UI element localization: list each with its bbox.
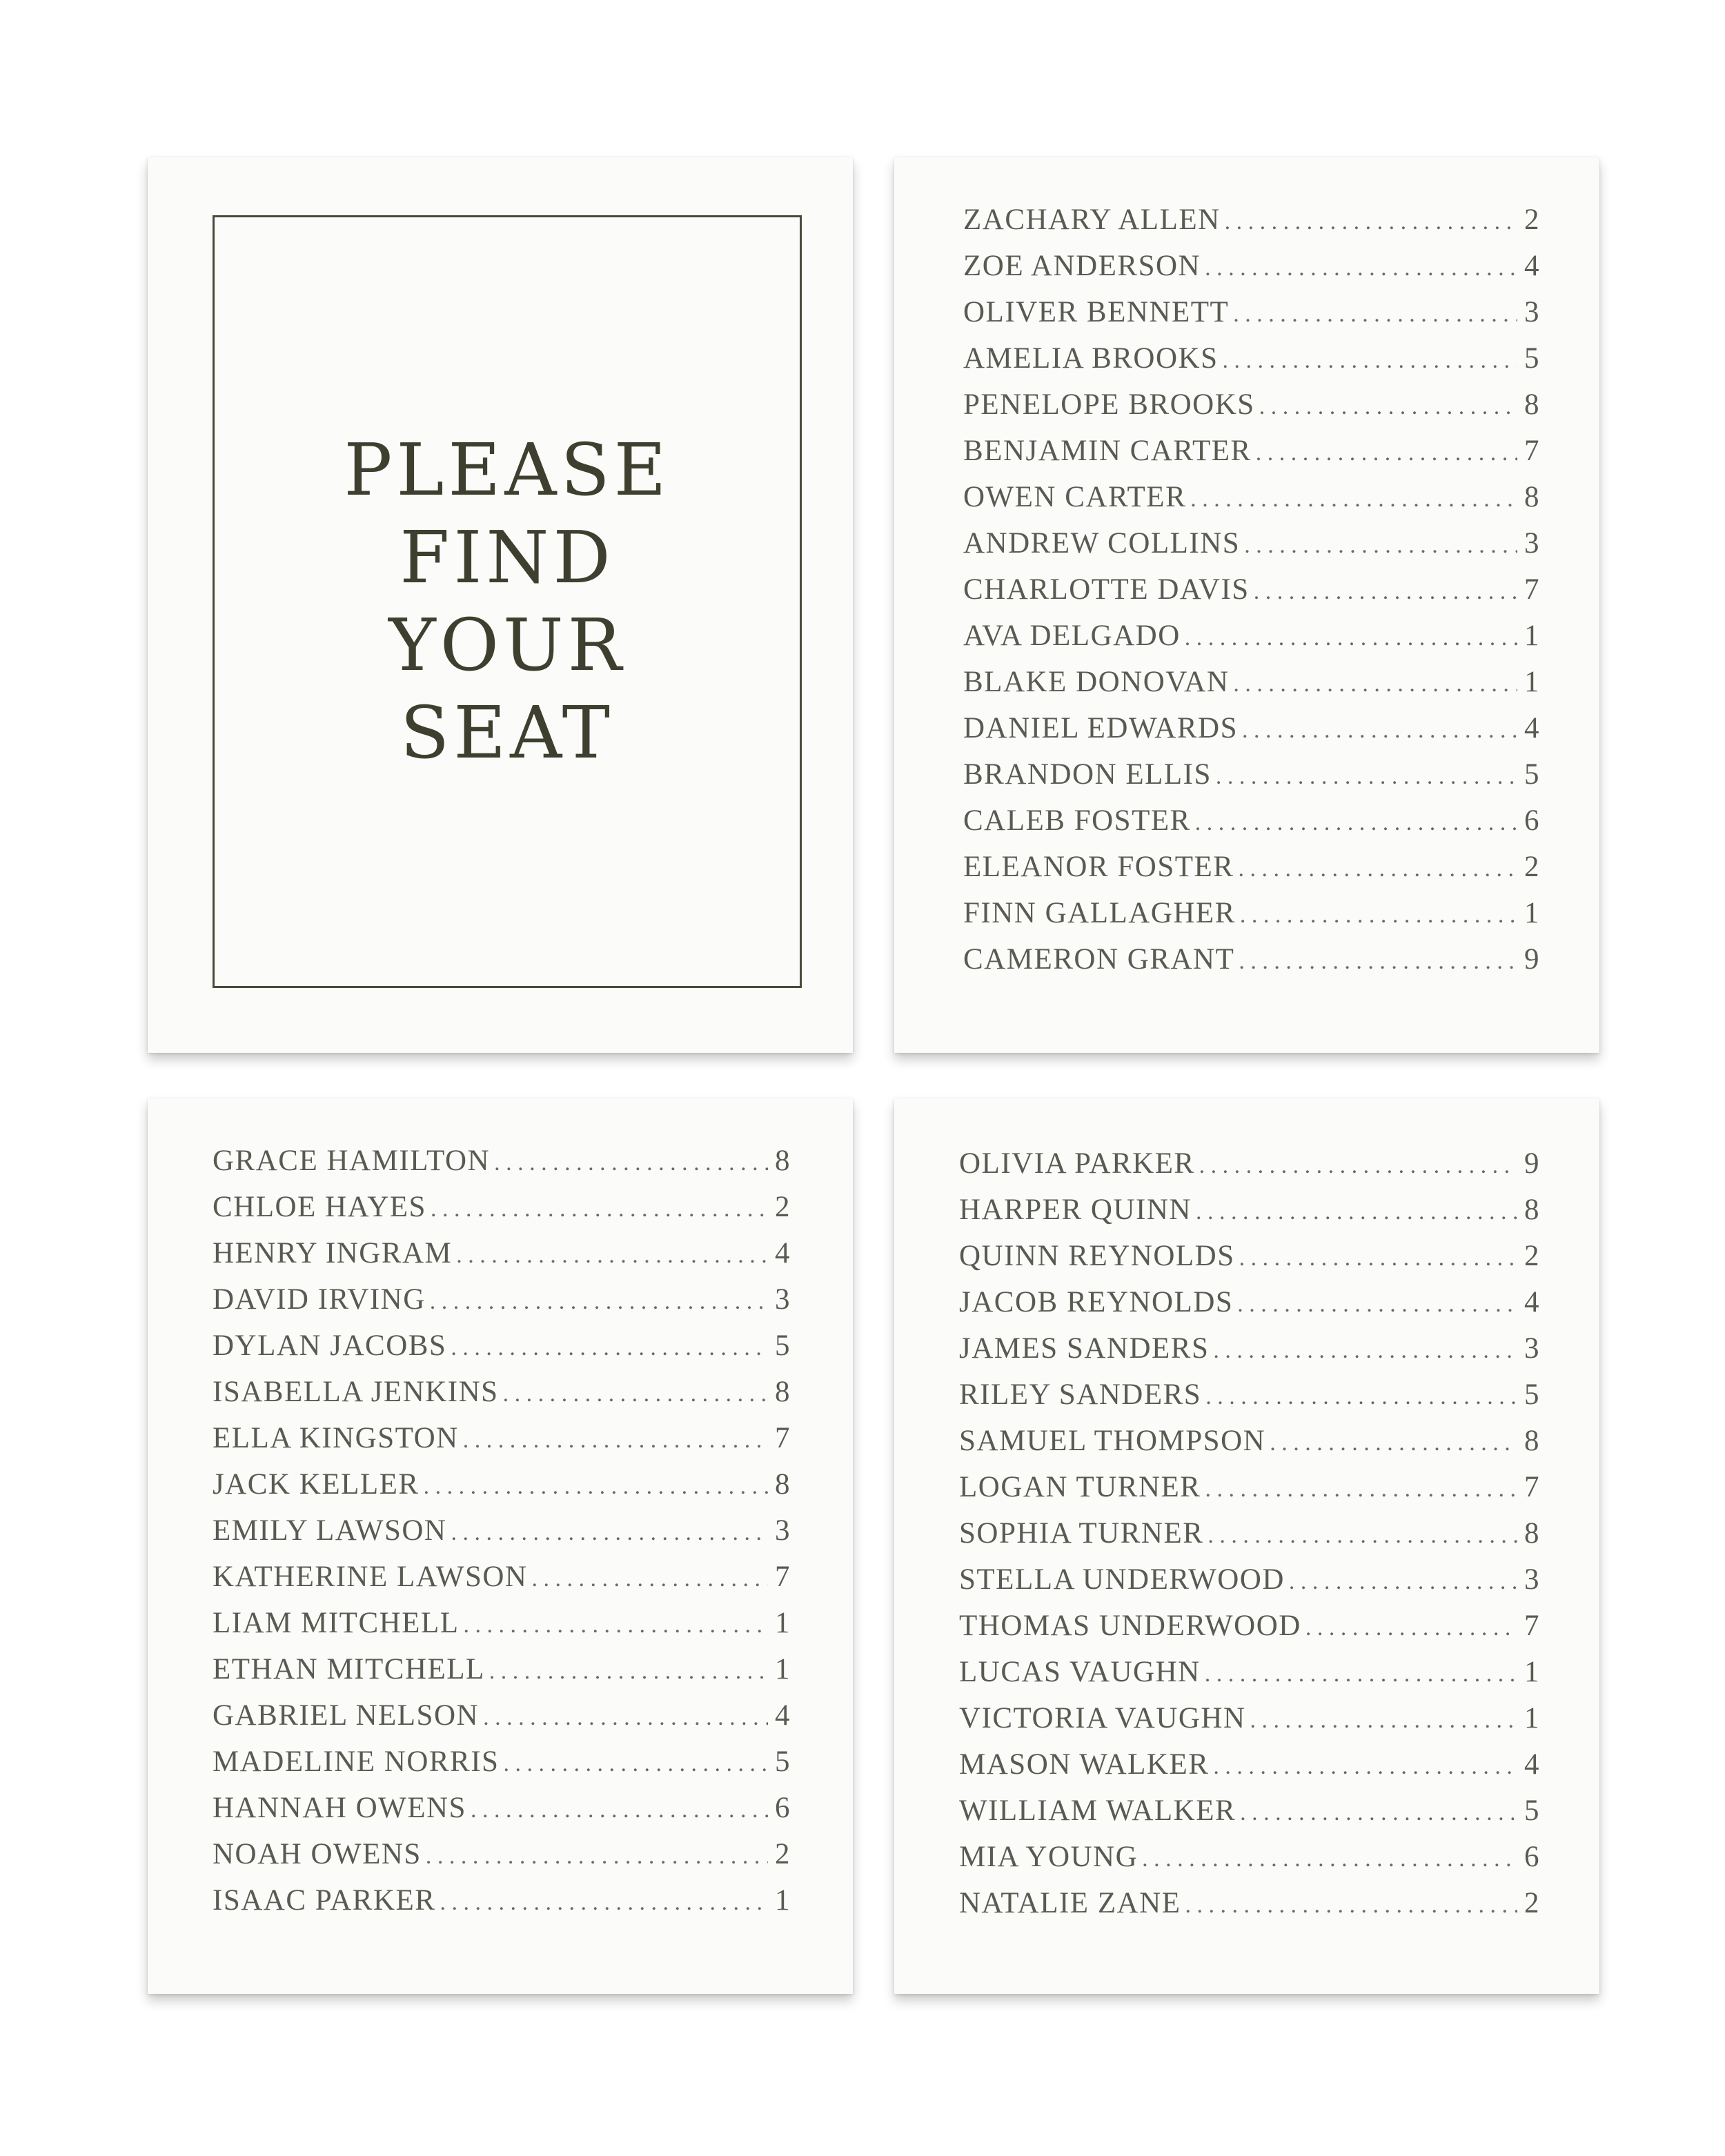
seating-entry bbox=[959, 1701, 1540, 1743]
table-number: 5 bbox=[1524, 758, 1540, 791]
dot-leader bbox=[531, 1566, 768, 1592]
dot-leader bbox=[1289, 1569, 1517, 1595]
dot-leader bbox=[1185, 625, 1517, 651]
table-number: 4 bbox=[1524, 1286, 1540, 1318]
dot-leader bbox=[430, 1289, 768, 1315]
guest-name: ZACHARY ALLEN bbox=[963, 204, 1221, 236]
guest-name: LIAM MITCHELL bbox=[213, 1607, 460, 1639]
dot-leader bbox=[1254, 579, 1517, 605]
table-number: 1 bbox=[1524, 666, 1540, 698]
table-number: 1 bbox=[1524, 897, 1540, 929]
table-number: 7 bbox=[1524, 435, 1540, 467]
dot-leader bbox=[494, 1150, 768, 1176]
dot-leader bbox=[503, 1381, 768, 1407]
dot-leader bbox=[1233, 671, 1517, 698]
dot-leader bbox=[483, 1705, 768, 1731]
table-number: 8 bbox=[1524, 1425, 1540, 1457]
table-number: 7 bbox=[775, 1561, 791, 1593]
seating-card-2 bbox=[148, 1098, 853, 1994]
seating-entry bbox=[963, 619, 1540, 660]
guest-name: ELLA KINGSTON bbox=[213, 1422, 459, 1454]
seating-entry bbox=[963, 480, 1540, 522]
dot-leader bbox=[1205, 1661, 1517, 1688]
seating-entry bbox=[213, 1652, 791, 1694]
guest-name: JACOB REYNOLDS bbox=[959, 1286, 1234, 1318]
dot-leader bbox=[1244, 533, 1517, 559]
title-line-seat: SEAT bbox=[400, 691, 614, 775]
table-number: 8 bbox=[1524, 388, 1540, 421]
table-number: 5 bbox=[1524, 1378, 1540, 1411]
dot-leader bbox=[1250, 1708, 1517, 1734]
seating-entry bbox=[213, 1791, 791, 1832]
guest-name: DAVID IRVING bbox=[213, 1283, 426, 1316]
dot-leader bbox=[1239, 1245, 1517, 1272]
dot-leader bbox=[1242, 718, 1517, 744]
table-number: 1 bbox=[775, 1607, 791, 1639]
seating-entry bbox=[963, 295, 1540, 337]
dot-leader bbox=[1205, 255, 1517, 281]
dot-leader bbox=[1233, 301, 1517, 328]
dot-leader bbox=[426, 1843, 768, 1870]
table-number: 4 bbox=[775, 1699, 791, 1732]
seating-entry bbox=[959, 1748, 1540, 1789]
guest-name: ISAAC PARKER bbox=[213, 1884, 436, 1917]
seating-entry bbox=[959, 1239, 1540, 1280]
dot-leader bbox=[463, 1427, 768, 1454]
table-number: 6 bbox=[775, 1792, 791, 1824]
table-number: 9 bbox=[1524, 1147, 1540, 1180]
guest-name: LOGAN TURNER bbox=[959, 1471, 1201, 1503]
guest-name: AVA DELGADO bbox=[963, 620, 1181, 652]
seating-entry bbox=[213, 1837, 791, 1879]
seating-entry bbox=[963, 573, 1540, 614]
guest-name: HARPER QUINN bbox=[959, 1194, 1192, 1226]
seating-entry bbox=[963, 711, 1540, 753]
dot-leader bbox=[1185, 1892, 1517, 1919]
guest-name: CHLOE HAYES bbox=[213, 1191, 426, 1223]
seating-entry bbox=[963, 942, 1540, 984]
dot-leader bbox=[1256, 440, 1517, 466]
title-frame bbox=[213, 215, 802, 988]
seating-entry bbox=[213, 1329, 791, 1370]
title-line-your: YOUR bbox=[388, 603, 626, 687]
seating-entry bbox=[963, 526, 1540, 568]
guest-name: SAMUEL THOMPSON bbox=[959, 1425, 1266, 1457]
seating-entry bbox=[963, 665, 1540, 706]
guest-name: LUCAS VAUGHN bbox=[959, 1656, 1201, 1688]
seating-entry bbox=[213, 1236, 791, 1278]
dot-leader bbox=[1190, 486, 1517, 513]
guest-name: THOMAS UNDERWOOD bbox=[959, 1610, 1301, 1642]
dot-leader bbox=[1213, 1338, 1517, 1364]
dot-leader bbox=[451, 1520, 768, 1546]
table-number: 7 bbox=[1524, 1610, 1540, 1642]
guest-name: NATALIE ZANE bbox=[959, 1887, 1181, 1919]
seating-entry bbox=[213, 1514, 791, 1555]
table-number: 3 bbox=[1524, 1332, 1540, 1365]
dot-leader bbox=[1195, 810, 1517, 836]
table-number: 8 bbox=[1524, 1194, 1540, 1226]
guest-name: QUINN REYNOLDS bbox=[959, 1240, 1235, 1272]
dot-leader bbox=[1225, 209, 1517, 235]
table-number: 3 bbox=[775, 1283, 791, 1316]
guest-name: MADELINE NORRIS bbox=[213, 1745, 500, 1778]
table-number: 2 bbox=[775, 1191, 791, 1223]
table-number: 2 bbox=[1524, 1240, 1540, 1272]
guest-name: ZOE ANDERSON bbox=[963, 250, 1201, 282]
seating-entry bbox=[959, 1193, 1540, 1234]
seating-entry bbox=[963, 758, 1540, 799]
seating-entry bbox=[213, 1421, 791, 1463]
table-number: 1 bbox=[775, 1884, 791, 1917]
guest-name: OLIVER BENNETT bbox=[963, 296, 1230, 328]
table-number: 1 bbox=[1524, 1702, 1540, 1734]
guest-name: HANNAH OWENS bbox=[213, 1792, 466, 1824]
seating-entry bbox=[959, 1886, 1540, 1928]
dot-leader bbox=[463, 1612, 768, 1639]
seating-entry bbox=[959, 1378, 1540, 1419]
dot-leader bbox=[1208, 1523, 1517, 1549]
table-number: 2 bbox=[1524, 204, 1540, 236]
table-number: 5 bbox=[1524, 1794, 1540, 1827]
guest-name: DANIEL EDWARDS bbox=[963, 712, 1239, 744]
dot-leader bbox=[1142, 1846, 1517, 1872]
table-number: 1 bbox=[775, 1653, 791, 1685]
table-number: 5 bbox=[775, 1329, 791, 1362]
seating-entry bbox=[963, 434, 1540, 475]
table-number: 2 bbox=[775, 1838, 791, 1870]
seating-entry bbox=[959, 1516, 1540, 1558]
seating-entry bbox=[959, 1563, 1540, 1604]
seating-entry bbox=[213, 1745, 791, 1786]
table-number: 1 bbox=[1524, 620, 1540, 652]
seating-entry bbox=[959, 1285, 1540, 1327]
table-number: 4 bbox=[1524, 712, 1540, 744]
guest-name: KATHERINE LAWSON bbox=[213, 1561, 528, 1593]
table-number: 8 bbox=[775, 1145, 791, 1177]
seating-entry bbox=[959, 1609, 1540, 1650]
seating-entry bbox=[963, 249, 1540, 290]
guest-name: BENJAMIN CARTER bbox=[963, 435, 1252, 467]
table-number: 8 bbox=[775, 1468, 791, 1501]
table-number: 2 bbox=[1524, 1887, 1540, 1919]
table-number: 3 bbox=[1524, 296, 1540, 328]
seating-entry bbox=[959, 1470, 1540, 1512]
seating-entry bbox=[963, 850, 1540, 891]
guest-name: NOAH OWENS bbox=[213, 1838, 422, 1870]
guest-name: GABRIEL NELSON bbox=[213, 1699, 480, 1732]
dot-leader bbox=[451, 1335, 768, 1361]
guest-name: FINN GALLAGHER bbox=[963, 897, 1236, 929]
dot-leader bbox=[1259, 394, 1517, 420]
dot-leader bbox=[424, 1474, 768, 1500]
guest-name: MIA YOUNG bbox=[959, 1841, 1138, 1873]
guest-name: CHARLOTTE DAVIS bbox=[963, 573, 1250, 606]
dot-leader bbox=[456, 1243, 768, 1269]
dot-leader bbox=[1239, 949, 1517, 975]
seating-entry bbox=[213, 1190, 791, 1232]
seating-entry bbox=[213, 1467, 791, 1509]
seating-entry bbox=[959, 1794, 1540, 1835]
guest-name: RILEY SANDERS bbox=[959, 1378, 1202, 1411]
table-number: 8 bbox=[775, 1376, 791, 1408]
table-number: 8 bbox=[1524, 1517, 1540, 1550]
seating-card-3 bbox=[894, 1098, 1599, 1994]
dot-leader bbox=[1240, 1800, 1517, 1826]
seating-entry bbox=[963, 896, 1540, 938]
guest-name: CALEB FOSTER bbox=[963, 804, 1191, 837]
table-number: 4 bbox=[1524, 1748, 1540, 1781]
guest-name: DYLAN JACOBS bbox=[213, 1329, 447, 1362]
table-number: 2 bbox=[1524, 851, 1540, 883]
dot-leader bbox=[1199, 1153, 1517, 1179]
guest-name: JACK KELLER bbox=[213, 1468, 420, 1501]
guest-name: ELEANOR FOSTER bbox=[963, 851, 1234, 883]
seating-entry bbox=[959, 1424, 1540, 1465]
seating-entry bbox=[213, 1560, 791, 1601]
guest-name: PENELOPE BROOKS bbox=[963, 388, 1255, 421]
dot-leader bbox=[1223, 348, 1517, 374]
title-line-please: PLEASE bbox=[344, 428, 671, 512]
seating-entry bbox=[959, 1332, 1540, 1373]
guest-name: MASON WALKER bbox=[959, 1748, 1210, 1781]
table-number: 3 bbox=[1524, 1563, 1540, 1596]
dot-leader bbox=[1213, 1754, 1517, 1780]
guest-name: GRACE HAMILTON bbox=[213, 1145, 491, 1177]
title-line-find: FIND bbox=[400, 515, 615, 600]
dot-leader bbox=[1205, 1476, 1517, 1503]
table-number: 5 bbox=[775, 1745, 791, 1778]
table-number: 1 bbox=[1524, 1656, 1540, 1688]
dot-leader bbox=[489, 1659, 768, 1685]
dot-leader bbox=[431, 1196, 768, 1223]
dot-leader bbox=[471, 1797, 768, 1823]
guest-name: EMILY LAWSON bbox=[213, 1514, 447, 1547]
dot-leader bbox=[503, 1751, 768, 1777]
guest-name: HENRY INGRAM bbox=[213, 1237, 453, 1269]
guest-name: AMELIA BROOKS bbox=[963, 342, 1219, 375]
seating-entry bbox=[963, 342, 1540, 383]
dot-leader bbox=[1196, 1199, 1517, 1225]
dot-leader bbox=[1205, 1384, 1517, 1410]
guest-name: SOPHIA TURNER bbox=[959, 1517, 1204, 1550]
guest-name: ANDREW COLLINS bbox=[963, 527, 1241, 560]
table-number: 6 bbox=[1524, 1841, 1540, 1873]
seating-entry bbox=[963, 804, 1540, 845]
guest-name: CAMERON GRANT bbox=[963, 943, 1235, 976]
dot-leader bbox=[1237, 1292, 1517, 1318]
guest-name: STELLA UNDERWOOD bbox=[959, 1563, 1285, 1596]
seating-entry bbox=[213, 1699, 791, 1740]
seating-entry bbox=[213, 1883, 791, 1925]
table-number: 7 bbox=[1524, 1471, 1540, 1503]
dot-leader bbox=[440, 1890, 768, 1916]
guest-name: VICTORIA VAUGHN bbox=[959, 1702, 1246, 1734]
dot-leader bbox=[1240, 902, 1517, 929]
guest-name: OLIVIA PARKER bbox=[959, 1147, 1195, 1180]
table-number: 9 bbox=[1524, 943, 1540, 976]
table-number: 6 bbox=[1524, 804, 1540, 837]
dot-leader bbox=[1216, 764, 1517, 790]
table-number: 3 bbox=[1524, 527, 1540, 560]
dot-leader bbox=[1305, 1615, 1517, 1641]
table-number: 8 bbox=[1524, 481, 1540, 513]
seating-entry bbox=[213, 1283, 791, 1324]
seating-entry bbox=[959, 1655, 1540, 1697]
seating-entry bbox=[959, 1147, 1540, 1188]
guest-name: OWEN CARTER bbox=[963, 481, 1187, 513]
title-card bbox=[148, 157, 853, 1053]
dot-leader bbox=[1270, 1430, 1517, 1456]
seating-card-1 bbox=[894, 157, 1599, 1053]
table-number: 4 bbox=[775, 1237, 791, 1269]
table-number: 4 bbox=[1524, 250, 1540, 282]
seating-entry bbox=[213, 1375, 791, 1416]
table-number: 7 bbox=[775, 1422, 791, 1454]
guest-name: WILLIAM WALKER bbox=[959, 1794, 1236, 1827]
seating-entry bbox=[963, 203, 1540, 244]
dot-leader bbox=[1238, 856, 1517, 882]
table-number: 5 bbox=[1524, 342, 1540, 375]
guest-name: JAMES SANDERS bbox=[959, 1332, 1210, 1365]
seating-entry bbox=[959, 1840, 1540, 1881]
guest-name: ETHAN MITCHELL bbox=[213, 1653, 485, 1685]
seating-entry bbox=[213, 1606, 791, 1648]
table-number: 7 bbox=[1524, 573, 1540, 606]
guest-name: BRANDON ELLIS bbox=[963, 758, 1212, 791]
seating-entry bbox=[963, 388, 1540, 429]
seating-entry bbox=[213, 1144, 791, 1185]
guest-name: ISABELLA JENKINS bbox=[213, 1376, 499, 1408]
table-number: 3 bbox=[775, 1514, 791, 1547]
guest-name: BLAKE DONOVAN bbox=[963, 666, 1230, 698]
